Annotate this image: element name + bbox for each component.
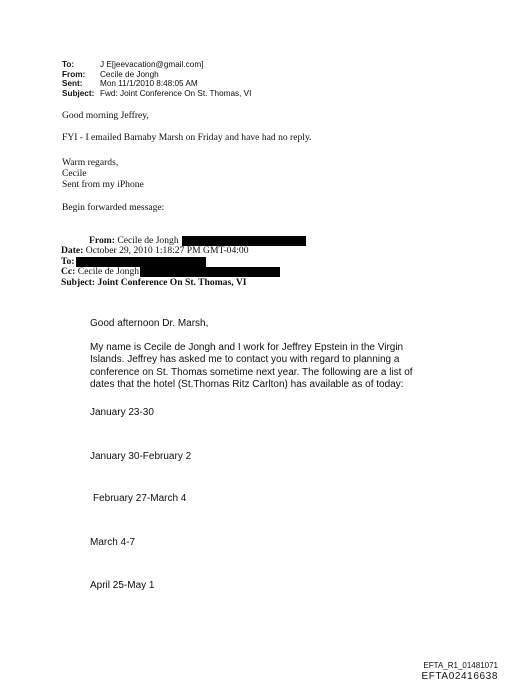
date-item: January 23-30 xyxy=(90,407,154,418)
sent-value: Mon 11/1/2010 8:48:05 AM xyxy=(100,79,198,89)
fwd-date-label: Date: xyxy=(61,245,84,257)
header-from-row xyxy=(62,70,251,80)
fwd-to-label: To: xyxy=(61,255,75,267)
greeting: Good morning Jeffrey, xyxy=(62,110,149,121)
date-item: February 27-March 4 xyxy=(93,493,187,504)
fwd-cc-label: Cc: xyxy=(61,266,76,278)
forwarded-header xyxy=(61,236,306,288)
letter-paragraph xyxy=(90,342,413,392)
redaction-bar xyxy=(140,267,280,277)
fwd-date-value: October 29, 2010 1:18:27 PM GMT-04:00 xyxy=(85,245,249,257)
fwd-date-row xyxy=(61,246,306,256)
from-value: Cecile de Jongh xyxy=(100,69,159,79)
footer-id-2: EFTA02416638 xyxy=(421,671,498,682)
date-item: April 25-May 1 xyxy=(90,580,155,591)
date-item: January 30-February 2 xyxy=(90,451,192,462)
to-label: To: xyxy=(62,60,75,69)
subject-value: Fwd: Joint Conference On St. Thomas, VI xyxy=(100,88,252,98)
fwd-cc-value: Cecile de Jongh xyxy=(77,266,140,278)
from-label: From: xyxy=(62,69,86,79)
letter-greeting: Good afternoon Dr. Marsh, xyxy=(90,318,209,329)
subject-label: Subject: xyxy=(62,88,95,98)
header-subject-row xyxy=(62,89,251,99)
fwd-subject-row xyxy=(61,278,306,288)
header-to-row xyxy=(62,60,251,70)
date-item: March 4-7 xyxy=(90,537,136,548)
letter-line: Islands. Jeffrey has asked me to contact you with regard to planning a xyxy=(90,354,400,366)
signoff-warm-regards: Warm regards, xyxy=(62,157,119,168)
begin-forwarded: Begin forwarded message: xyxy=(62,202,165,213)
fwd-subject-value: Joint Conference On St. Thomas, VI xyxy=(97,276,247,288)
email-header xyxy=(62,60,251,98)
fyi-line: FYI - I emailed Barnaby Marsh on Friday and have had no reply. xyxy=(62,132,312,143)
sent-label: Sent: xyxy=(62,79,83,89)
signoff-name: Cecile xyxy=(62,168,87,179)
header-sent-row xyxy=(62,79,251,89)
signoff-iphone: Sent from my iPhone xyxy=(62,179,144,190)
fwd-from-value: Cecile de Jongh xyxy=(117,235,179,246)
letter-line: conference on St. Thomas sometime next year. The following are a list of xyxy=(90,366,413,378)
letter-line: dates that the hotel (St.Thomas Ritz Carlton) has available as of today: xyxy=(90,379,404,391)
to-value: J E[jeevacation@gmail.com] xyxy=(100,60,204,69)
letter-line: My name is Cecile de Jongh and I work for Jeffrey Epstein in the Virgin xyxy=(90,342,404,353)
fwd-subject-label: Subject: xyxy=(61,276,96,288)
footer-id-1: EFTA_R1_01481071 xyxy=(423,661,498,670)
fwd-from-label: From: xyxy=(89,235,115,246)
